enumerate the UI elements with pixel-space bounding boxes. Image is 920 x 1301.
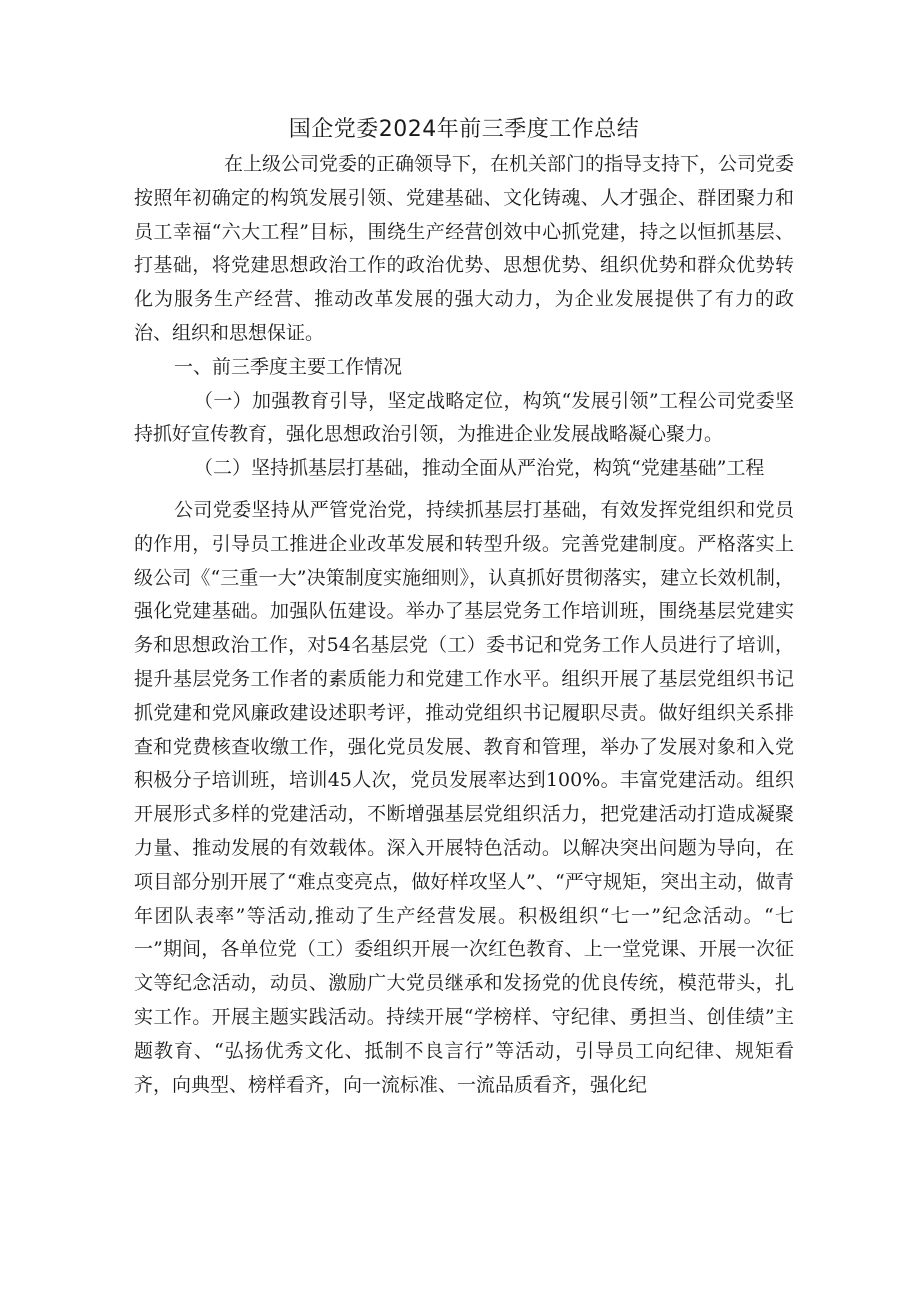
subsection-2-body: 公司党委坚持从严管党治党，持续抓基层打基础，有效发挥党组织和党员的作用，引导员工推进企业改革发展和转型升级。完善党建制度。严格落实上级公司《“三重一大”决策制度实施细则》，认真抓好贯彻落实，建立长效机制，强化党建基础。加强队伍建设。举办了基层党务工作培训班，围绕基层党建实务和思想政治工作，对54名基层党（工）委书记和党务工作人员进行了培训，提升基层党务工作者的素质能力和党建工作水平。组织开展了基层党组织书记抓党建和党风廉政建设述职考评，推动党组织书记履职尽责。做好组织关系排查和党费核查收缴工作，强化党员发展、教育和管理，举办了发展对象和入党积极分子培训班，培训45人次，党员发展率达到100%。丰富党建活动。组织开展形式多样的党建活动，不断增强基层党组织活力，把党建活动打造成凝聚力量、推动发展的有效载体。深入开展特色活动。以解决突出问题为导向，在项目部分别开展了“难点变亮点，做好样攻坚人”、“严守规矩，突出主动，做青年团队表率”等活动,推动了生产经营发展。积极组织“七一”纪念活动。“七一”期间，各单位党（工）委组织开展一次红色教育、上一堂党课、开展一次征文等纪念活动，动员、激励广大党员继承和发扬党的优良传统，模范带头，扎实工作。开展主题实践活动。持续开展“学榜样、守纪律、勇担当、创佳绩”主题教育、“弘扬优秀文化、抵制不良言行”等活动，引导员工向纪律、规矩看齐，向典型、榜样看齐，向一流标准、一流品质看齐，强化纪 xyxy=(134,498,794,1096)
section-heading: 一、前三季度主要工作情况 xyxy=(174,355,403,378)
document-title: 国企党委2024年前三季度工作总结 xyxy=(288,117,640,142)
subsection-2-heading: （二）坚持抓基层打基础，推动全面从严治党，构筑“党建基础”工程 xyxy=(194,457,765,480)
intro-paragraph: 在上级公司党委的正确领导下，在机关部门的指导支持下，公司党委按照年初确定的构筑发展引领、党建基础、文化铸魂、人才强企、群团聚力和员工幸福“六大工程”目标，围绕生产经营创效中心抓党建，持之以恒抓基层、打基础，将党建思想政治工作的政治优势、思想优势、组织优势和群众优势转化为服务生产经营、推动改革发展的强大动力，为企业发展提供了有力的政治、组织和思想保证。 xyxy=(134,153,795,344)
document-page xyxy=(134,112,794,1102)
subsection-1-paragraph: （一）加强教育引导，坚定战略定位，构筑“发展引领”工程公司党委坚持抓好宣传教育，强化思想政治引领，为推进企业发展战略凝心聚力。 xyxy=(134,389,794,446)
